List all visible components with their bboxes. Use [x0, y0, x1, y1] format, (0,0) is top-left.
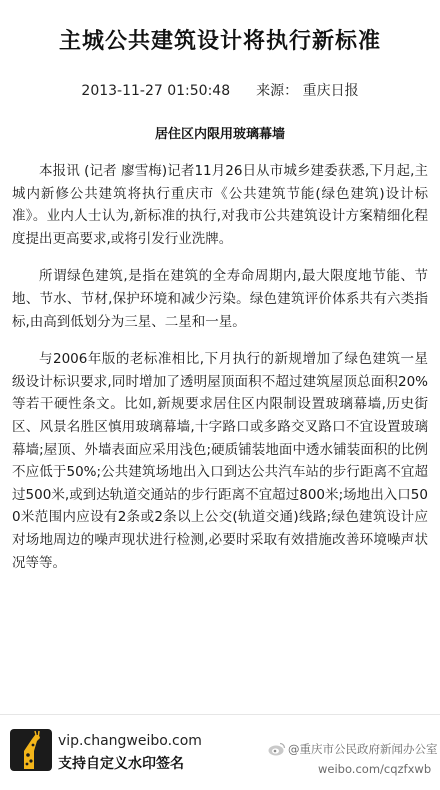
giraffe-logo-icon — [10, 729, 52, 771]
article-source: 来源： 重庆日报 — [256, 83, 359, 99]
article-subtitle: 居住区内限用玻璃幕墙 — [154, 127, 285, 142]
article-title: 主城公共建筑设计将执行新标准 — [58, 29, 381, 54]
paragraph-2: 所谓绿色建筑,是指在建筑的全寿命周期内,最大限度地节能、节地、节水、节材,保护环境和减少污染。绿色建筑评价体系共有六类指标,由高到低划分为三星、二星和一星。 — [12, 268, 428, 330]
watermark-slogan: 支持自定义水印签名 — [58, 756, 184, 772]
weibo-icon — [268, 742, 286, 756]
article-body — [12, 160, 428, 589]
paragraph-1: 本报讯 (记者 廖雪梅)记者11月26日从市城乡建委获悉,下月起,主城内新修公共建筑将执行重庆市《公共建筑节能(绿色建筑)设计标准》。业内人士认为,新标准的执行,对我市公共建筑设计方案精细化程度提出更高要求,或将引发行业洗牌。 — [12, 163, 428, 247]
watermark-url: weibo.com/cqzfxwb — [318, 762, 432, 776]
article-meta — [0, 80, 440, 100]
publish-date: 2013-11-27 01:50:48 — [81, 83, 231, 99]
watermark-account: @重庆市公民政府新闻办公室 — [288, 742, 438, 756]
footer-divider — [0, 714, 440, 715]
watermark-site: vip.changweibo.com — [58, 733, 202, 749]
paragraph-3: 与2006年版的老标准相比,下月执行的新规增加了绿色建筑一星级设计标识要求,同时增加了透明屋顶面积不超过建筑屋顶总面积20%等若干硬性条文。比如,新规要求居住区内限制设置玻璃幕墙,历史街区、风景名胜区慎用玻璃幕墙,十字路口或多路交叉路口不宜设置玻璃幕墙;屋顶、外墙表面应采用浅色;硬质铺装地面中透水铺装面积的比例不应低于50%;公共建筑场地出入口到达公共汽车站的步行距离不宜超过500米,或到达轨道交通站的步行距离不宜超过800米;场地出入口500米范围内应设有2条或2条以上公交(轨道交通)线路;绿色建筑设计应对场地周边的噪声现状进行检测,必要时采取有效措施改善环境噪声状况等等。 — [12, 351, 428, 571]
